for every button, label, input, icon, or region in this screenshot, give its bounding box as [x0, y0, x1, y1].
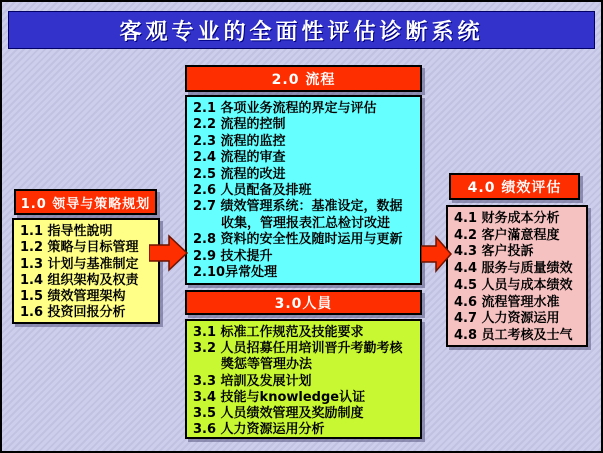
list-item: 4.8 员工考核及士气	[454, 327, 573, 343]
list-item: 1.6 投资回报分析	[20, 305, 126, 321]
list-item: 2.3 流程的监控	[193, 133, 286, 149]
list-item: 4.7 人力资源运用	[454, 311, 560, 327]
list-item: 4.5 人员与成本绩效	[454, 277, 573, 293]
flow-arrow-left-to-process-icon	[149, 234, 188, 272]
people-box	[185, 319, 422, 439]
list-item: 3.2 人员招募任用培训晋升考勤考核獎惩等管理办法	[193, 341, 403, 373]
list-item: 2.10异常处理	[193, 265, 278, 281]
list-item: 2.6 人员配备及排班	[193, 183, 312, 199]
list-item: 2.9 技术提升	[193, 248, 273, 264]
list-item: 4.2 客户滿意程度	[454, 227, 560, 243]
process-box	[185, 95, 422, 285]
section-header-leadership: 1.0 领导与策略规划	[14, 189, 157, 215]
list-item: 4.6 流程管理水准	[454, 294, 560, 310]
page-title: 客观专业的全面性评估诊断系统	[8, 11, 595, 49]
list-item: 2.5 流程的改进	[193, 166, 286, 182]
list-item: 3.6 人力资源运用分析	[193, 422, 325, 438]
list-item: 1.2 策略与目标管理	[20, 240, 139, 256]
list-item: 3.1 标准工作规范及技能要求	[193, 325, 364, 340]
list-item: 3.5 人员绩效管理及奖励制度	[193, 406, 364, 422]
flow-arrow-process-to-performance-icon	[421, 235, 452, 273]
leadership-box	[12, 218, 160, 324]
list-item: 3.3 培訓及发展计划	[193, 373, 312, 389]
list-item: 3.4 技能与knowledge认证	[193, 389, 366, 405]
list-item: 4.4 服务与质量绩效	[454, 261, 573, 277]
list-item: 2.2 流程的控制	[193, 117, 286, 133]
section-header-people: 3.0人員	[185, 290, 422, 315]
section-header-process: 2.0 流程	[185, 65, 422, 92]
section-header-performance: 4.0 绩效评估	[449, 173, 580, 200]
list-item: 4.1 财务成本分析	[454, 211, 560, 226]
list-item: 2.4 流程的审查	[193, 150, 286, 166]
list-item: 1.4 组织架构及权责	[20, 272, 139, 288]
list-item: 4.3 客户投訴	[454, 244, 534, 260]
list-item: 1.5 绩效管理架构	[20, 289, 126, 305]
list-item: 1.3 计划与基准制定	[20, 256, 139, 272]
list-item: 1.1 指导性說明	[20, 224, 113, 239]
performance-box	[446, 205, 588, 347]
list-item: 2.1 各项业务流程的界定与评估	[193, 101, 377, 116]
list-item: 2.7 绩效管理系统：基准设定，数据收集，管理报表汇总检讨改进	[193, 199, 403, 231]
list-item: 2.8 资料的安全性及随时运用与更新	[193, 232, 403, 248]
